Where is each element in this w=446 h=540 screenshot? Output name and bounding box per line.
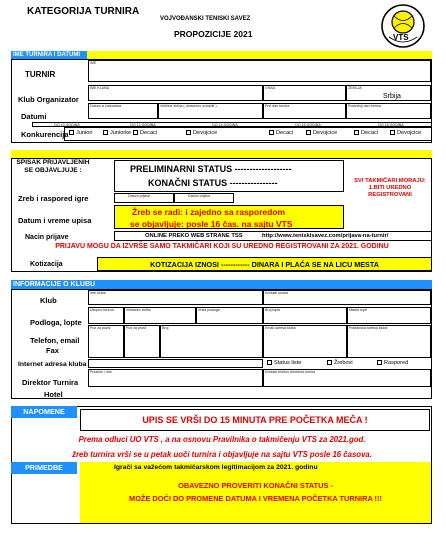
direktor-ime-field[interactable] [88,369,263,387]
checkbox-icon [267,360,272,365]
checkbox-icon [377,360,382,365]
telefon-label: Telefon, email [30,336,80,345]
poz-poziv-caption: Poz za poziv [90,326,111,330]
internet-field[interactable] [88,359,263,368]
cb-zrebovi[interactable] [327,360,353,366]
internet-label: Internet adresa kluba [18,361,87,368]
klub-label: Klub [40,296,57,305]
checkbox-icon [103,130,108,135]
cb-juniorke[interactable] [103,130,131,136]
velicina-caption: Veličina žreba ( obavezno označiti ) [160,104,217,108]
checkbox-icon [269,130,274,135]
vestacko-caption: Veštačko svetlo [126,308,151,312]
turnir-label: TURNIR [25,70,56,79]
logo-text: VTS [393,33,409,42]
prijave-note: PRIJAVU MOGU DA IZVRŠE SAMO TAKMIČARI KOJI SU UREDNO REGISTROVANI ZA 2021. GODINU [55,243,389,250]
primedbe-box [80,462,431,523]
cb-raspored[interactable] [377,360,408,366]
cb-juniori[interactable] [69,130,92,136]
section-title-turnir: IME TURNIRA I DATUMI [11,51,87,59]
odluka-line2: žreb turnira vrši se u petak uoči turnira i objavljuje na sajtu VTS posle 16 časova. [72,450,372,459]
cb-decaci-1[interactable] [133,130,157,136]
napomene-title: NAPOMENE [11,406,77,418]
yellow-bar-2 [11,150,432,158]
broj-field[interactable] [160,325,263,358]
age-col-3: DO 14 GODINA [212,122,238,127]
age-col-4: DO 16 GODINA [295,122,321,127]
kontakt-osoba-field[interactable] [263,290,431,305]
kotizacija-value: KOTIZACIJA IZNOSI ------------ DINARA I PLAĆA SE NA LICU MESTA [150,260,379,269]
age-col-1: DO 10 GODINA [54,122,80,127]
vrsta-caption: Vrsta podloge [198,308,221,312]
checkbox-icon [69,130,74,135]
email-kluba-caption: Email adresa kluba [265,326,296,330]
datum-prijave-caption-2: Datum prijave [188,193,211,198]
obavezno-line2: MOŽE DOĆI DO PROMENE DATUMA I VREMENA POČETKA TURNIRA !!! [129,494,382,503]
broj-lopta-caption: Broj lopta [265,308,281,312]
kontakt-osoba-caption: Kontakt osoba [265,291,288,295]
hotel-label: Hotel [44,390,63,399]
cb-label: Juniori [76,130,93,136]
konkurencija-label: Konkurencija [21,130,69,139]
cb-label: Juniorke [110,130,132,136]
cb-label: Žrebovi [334,360,353,366]
podloga-label: Podloga, lopte [30,318,82,327]
preliminarni-status: PRELIMINARNI STATUS ------------------- [130,164,292,174]
online-text: ONLINE PREKO WEB STRANE TSS [145,233,243,239]
cb-decaci-2[interactable] [269,130,293,136]
checkbox-icon [133,130,138,135]
yellow-bar [87,51,432,59]
vts-registration-note: SVI TAKMIČARI MORAJU: 1.BITI UREDNO REGISTROVANI [354,178,426,198]
postanska-caption: Poštanska adresa kluba [349,326,388,330]
poslednji-dan-caption: Poslednji dan turnira [348,104,381,108]
cb-label: Devojcice [313,130,338,136]
cb-label: Decaci [361,130,379,136]
checkbox-icon [354,130,359,135]
spisak-label: SPISAK PRIJAVLJENIH SE OBJAVLJUJE : [16,159,90,174]
ime-kluba-field[interactable] [88,290,263,305]
age-col-5: DO 18 GODINA [378,122,404,127]
category-title: KATEGORIJA TURNIRA [27,6,140,17]
prezime-caption: Prezime i ime [90,370,112,374]
upis-note: UPIS SE VRŠI DO 15 MINUTA PRE POČETKA MEČA ! [142,415,368,425]
zreb-raspored-label: Zreb i raspored igre [18,194,89,203]
kotizacija-label: Kotizacija [30,261,63,268]
checkbox-icon [390,130,395,135]
obavezno-line1: OBAVEZNO PROVERITI KONAČNI STATUS - [178,481,333,490]
checkbox-icon [186,130,191,135]
primedbe-title: PRIMEDBE [11,462,77,474]
ime-kluba-caption-2: Ime kluba [90,291,106,295]
section-title-klub: INFORMACIJE O KLUBU [11,280,432,289]
checkbox-icon [306,130,311,135]
cb-label: Status liste [274,360,302,366]
datum-vreme-label: Datum i vreme upisa [18,216,92,225]
broj-caption: Broj [162,326,169,330]
kontakt-tel-caption: Kontakt telefon direktora turnira [265,370,316,374]
propozicije-title: PROPOZICIJE 2021 [174,29,253,39]
poz-prost-caption: Poz za prost [126,326,146,330]
klub-org-label: Klub Organizator [18,95,79,104]
datumi-label: Datumi [21,112,47,121]
klub-name-field[interactable] [88,85,263,101]
cb-devojcice-3[interactable] [390,130,421,136]
zemlja-caption: ZEMLJA [348,86,362,90]
vts-logo [380,3,426,49]
zreb-info-line1: Žreb se radi: i zajedno sa rasporedom [132,207,286,217]
cb-status-liste[interactable] [267,360,301,366]
url-link[interactable]: http://www.teniskisavez.com/prijava-na-turnir/ [262,233,389,239]
datum-prijave-caption: Datum prijave [128,193,151,198]
fax-label: Fax [46,346,59,355]
grad-caption: GRAD [265,86,276,90]
zreb-info-line2: se objavljuje: posle 16 čas. na sajtu VTS [130,219,293,229]
marka-caption: Marka lopti [349,308,367,312]
cb-label: Devojcice [397,130,422,136]
odluka-line1: Prema odluci UO VTS , a na osnovu Pravilnika o takmičenju VTS za 2021.god. [78,435,366,444]
age-col-2: DO 12 GODINA [130,122,156,127]
broj-terena-caption: Ukupno terena [90,308,114,312]
cb-devojcice-2[interactable] [306,130,337,136]
cb-label: Raspored [384,360,409,366]
datum-kal-caption: Datum iz kalendara [90,104,121,108]
prvi-dan-caption: Prvi dan turnira [265,104,290,108]
turnir-name-field[interactable] [88,60,431,82]
cb-label: Devojcice [193,130,218,136]
cb-devojcice-1[interactable] [186,130,217,136]
direktor-label: Direktor Turnira [22,378,79,387]
ime-kluba-caption: IME KLUBA [90,86,110,90]
cb-label: Decaci [276,130,294,136]
cb-decaci-3[interactable] [354,130,378,136]
federation-name: VOJVOĐANSKI TENISKI SAVEZ [160,16,251,22]
checkbox-icon [327,360,332,365]
grad-field[interactable] [263,85,346,101]
zemlja-value: Srbija [383,93,401,100]
igraci-note: Igrači sa važećom takmičarskom legitimacijom za 2021. godinu [114,464,318,471]
cb-label: Decaci [140,130,158,136]
nacin-label: Nacin prijave [25,234,69,241]
konacni-status: KONAČNI STATUS ---------------- [148,178,278,188]
ime-caption: IME [90,61,97,65]
